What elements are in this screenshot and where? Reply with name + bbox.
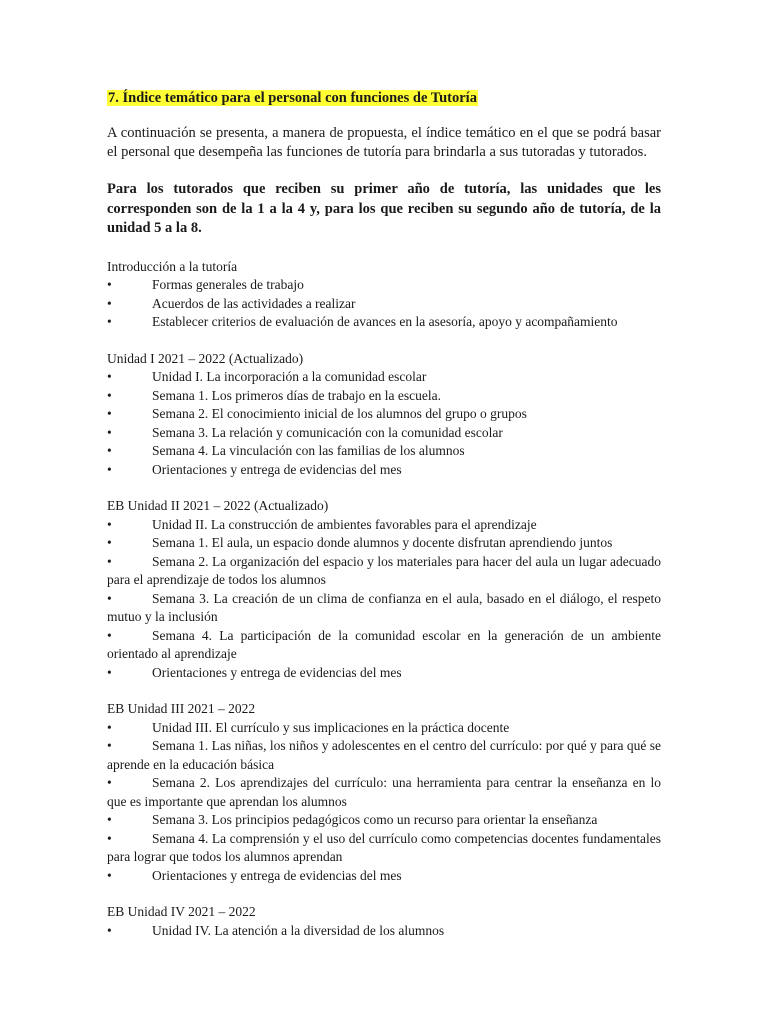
list-item-text: Semana 3. Los principios pedagógicos como un recurso para orientar la enseñanza <box>152 812 598 827</box>
list-item <box>107 719 661 738</box>
section <box>107 258 661 332</box>
list-item <box>107 627 661 664</box>
units-note: Para los tutorados que reciben su primer año de tutoría, las unidades que les corresponden son de la 1 a la 4 y, para los que reciben su segundo año de tutoría, de la unidad 5 a la 8. <box>107 181 661 236</box>
bullet-icon: • <box>107 314 112 329</box>
list-item <box>107 811 661 830</box>
list-item <box>107 276 661 295</box>
bullet-icon: • <box>107 535 112 550</box>
list-item-text: Unidad II. La construcción de ambientes favorables para el aprendizaje <box>152 516 537 532</box>
list-item <box>107 313 661 332</box>
bullet-icon: • <box>107 553 112 569</box>
intro-paragraph: A continuación se presenta, a manera de propuesta, el índice temático en el que se podrá basar el personal que desempeña las funciones de tutoría para brindarla a sus tutoradas y tutorados. <box>107 125 661 160</box>
list-item <box>107 922 661 941</box>
bullet-icon: • <box>107 295 112 311</box>
list-item <box>107 405 661 424</box>
list-item <box>107 424 661 443</box>
list-item-text: Semana 3. La relación y comunicación con la comunidad escolar <box>152 424 503 440</box>
list-item-text: Acuerdos de las actividades a realizar <box>152 295 356 311</box>
bullet-icon: • <box>107 664 112 680</box>
section <box>107 903 661 940</box>
section-list <box>107 368 661 479</box>
section-list <box>107 719 661 886</box>
bullet-icon: • <box>107 627 112 643</box>
bullet-icon: • <box>107 922 112 938</box>
bullet-icon: • <box>107 775 112 790</box>
bullet-icon: • <box>107 830 112 846</box>
list-item-text: Orientaciones y entrega de evidencias del mes <box>152 664 402 680</box>
list-item <box>107 442 661 461</box>
list-item-text: Semana 2. La organización del espacio y los materiales para hacer del aula un lugar adecuado para el aprendizaje de todos los alumnos <box>107 553 661 587</box>
bullet-icon: • <box>107 719 112 735</box>
list-item <box>107 534 661 553</box>
list-item <box>107 737 661 774</box>
list-item <box>107 295 661 314</box>
list-item-text: Semana 1. Los primeros días de trabajo en la escuela. <box>152 387 442 403</box>
list-item <box>107 664 661 683</box>
section-list <box>107 276 661 332</box>
section <box>107 350 661 480</box>
list-item-text: Orientaciones y entrega de evidencias del mes <box>152 461 402 477</box>
bullet-icon: • <box>107 738 112 753</box>
list-item <box>107 867 661 886</box>
section-heading: EB Unidad IV 2021 – 2022 <box>107 904 256 919</box>
list-item <box>107 368 661 387</box>
list-item-text: Semana 1. El aula, un espacio donde alumnos y docente disfrutan aprendiendo juntos <box>152 535 613 550</box>
section <box>107 497 661 682</box>
bullet-icon: • <box>107 867 112 883</box>
list-item-text: Semana 4. La participación de la comunidad escolar en la generación de un ambiente orientado al aprendizaje <box>107 627 661 661</box>
list-item-text: Unidad IV. La atención a la diversidad de los alumnos <box>152 922 445 938</box>
sections-container <box>107 258 661 941</box>
bullet-icon: • <box>107 369 112 384</box>
list-item-text: Formas generales de trabajo <box>152 277 304 292</box>
highlighted-title: 7. Índice temático para el personal con funciones de Tutoría <box>108 90 477 106</box>
list-item-text: Semana 4. La comprensión y el uso del currículo como competencias docentes fundamentales para lograr que todos los alumnos aprendan <box>107 830 661 864</box>
list-item-text: Orientaciones y entrega de evidencias del mes <box>152 867 402 883</box>
bullet-icon: • <box>107 406 112 421</box>
list-item-text: Semana 2. El conocimiento inicial de los alumnos del grupo o grupos <box>152 406 527 421</box>
list-item <box>107 774 661 811</box>
bullet-icon: • <box>107 443 112 458</box>
section-heading: EB Unidad II 2021 – 2022 (Actualizado) <box>107 498 329 513</box>
bullet-icon: • <box>107 277 112 292</box>
bullet-icon: • <box>107 812 112 827</box>
list-item <box>107 461 661 480</box>
bullet-icon: • <box>107 516 112 532</box>
list-item-text: Establecer criterios de evaluación de avances en la asesoría, apoyo y acompañamiento <box>152 314 618 329</box>
document-title <box>107 88 661 108</box>
bullet-icon: • <box>107 590 112 606</box>
section-list <box>107 516 661 683</box>
section-heading: Unidad I 2021 – 2022 (Actualizado) <box>107 350 304 366</box>
list-item <box>107 590 661 627</box>
list-item <box>107 516 661 535</box>
list-item <box>107 553 661 590</box>
bullet-icon: • <box>107 424 112 440</box>
bullet-icon: • <box>107 387 112 403</box>
list-item-text: Unidad I. La incorporación a la comunidad escolar <box>152 369 427 384</box>
section-heading: EB Unidad III 2021 – 2022 <box>107 701 256 716</box>
section <box>107 700 661 885</box>
list-item-text: Semana 2. Los aprendizajes del currículo: una herramienta para centrar la enseñanza en lo que es importante que aprendan los alumnos <box>107 775 661 809</box>
bullet-icon: • <box>107 461 112 477</box>
list-item-text: Semana 3. La creación de un clima de confianza en el aula, basado en el diálogo, el respeto mutuo y la inclusión <box>107 590 661 624</box>
list-item-text: Semana 4. La vinculación con las familias de los alumnos <box>152 443 465 458</box>
section-heading: Introducción a la tutoría <box>107 258 238 274</box>
list-item-text: Unidad III. El currículo y sus implicaciones en la práctica docente <box>152 719 510 735</box>
list-item <box>107 387 661 406</box>
section-list <box>107 922 661 941</box>
list-item-text: Semana 1. Las niñas, los niños y adolescentes en el centro del currículo: por qué y para qué se aprende en la educación básica <box>107 738 661 772</box>
list-item <box>107 830 661 867</box>
